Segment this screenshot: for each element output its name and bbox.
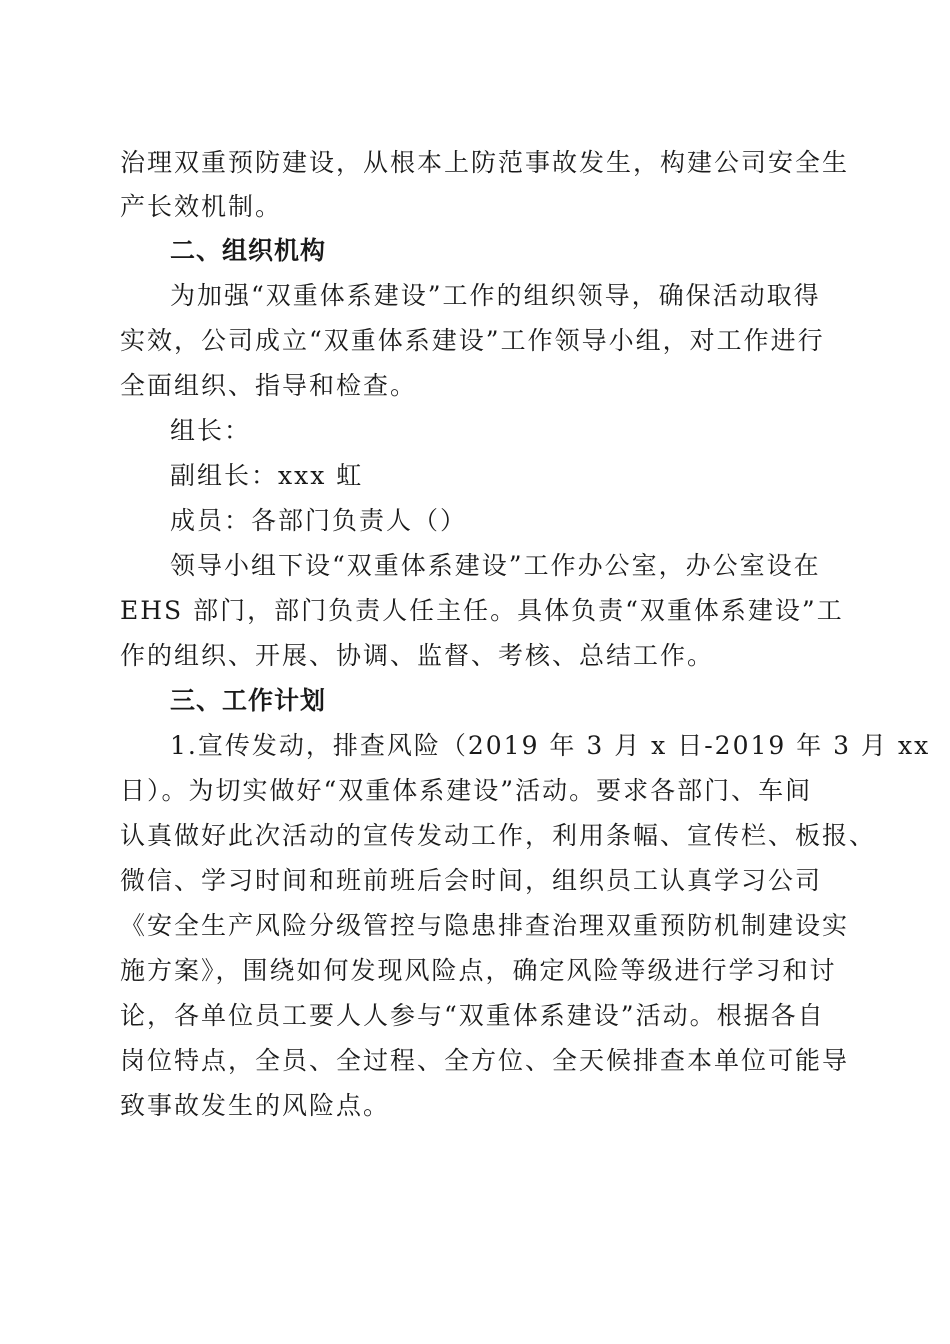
paragraph-line: 治理双重预防建设，从根本上防范事故发生，构建公司安全生 <box>120 148 850 177</box>
deputy-leader-line: 副组长：xxx 虹 <box>170 461 364 490</box>
paragraph-line: 论，各单位员工要人人参与“双重体系建设”活动。根据各自 <box>120 1001 825 1030</box>
members-line: 成员：各部门负责人（） <box>170 506 468 535</box>
paragraph-line: 1.宣传发动，排查风险（2019 年 3 月 x 日-2019 年 3 月 xx <box>170 731 931 760</box>
paragraph-line: 作的组织、开展、协调、监督、考核、总结工作。 <box>120 641 715 670</box>
paragraph-line: EHS 部门，部门负责人任主任。具体负责“双重体系建设”工 <box>120 596 844 625</box>
paragraph-line: 日）。为切实做好“双重体系建设”活动。要求各部门、车间 <box>120 776 813 805</box>
paragraph-line: 认真做好此次活动的宣传发动工作，利用条幅、宣传栏、板报、 <box>120 821 877 850</box>
paragraph-line: 微信、学习时间和班前班后会时间，组织员工认真学习公司 <box>120 866 823 895</box>
paragraph-line: 全面组织、指导和检查。 <box>120 371 418 400</box>
paragraph-line: 施方案》，围绕如何发现风险点，确定风险等级进行学习和讨 <box>120 956 837 985</box>
paragraph-line: 岗位特点，全员、全过程、全方位、全天候排查本单位可能导 <box>120 1046 850 1075</box>
paragraph-line: 为加强“双重体系建设”工作的组织领导，确保活动取得 <box>170 281 821 310</box>
paragraph-line: 致事故发生的风险点。 <box>120 1091 391 1120</box>
paragraph-line: 领导小组下设“双重体系建设”工作办公室，办公室设在 <box>170 551 821 580</box>
section-heading-work-plan: 三、工作计划 <box>170 686 327 715</box>
paragraph-line: 实效，公司成立“双重体系建设”工作领导小组，对工作进行 <box>120 326 825 355</box>
section-heading-organization: 二、组织机构 <box>170 236 327 265</box>
paragraph-line: 产长效机制。 <box>120 192 283 221</box>
leader-line: 组长： <box>170 416 252 445</box>
paragraph-line: 《安全生产风险分级管控与隐患排查治理双重预防机制建设实 <box>120 911 850 940</box>
